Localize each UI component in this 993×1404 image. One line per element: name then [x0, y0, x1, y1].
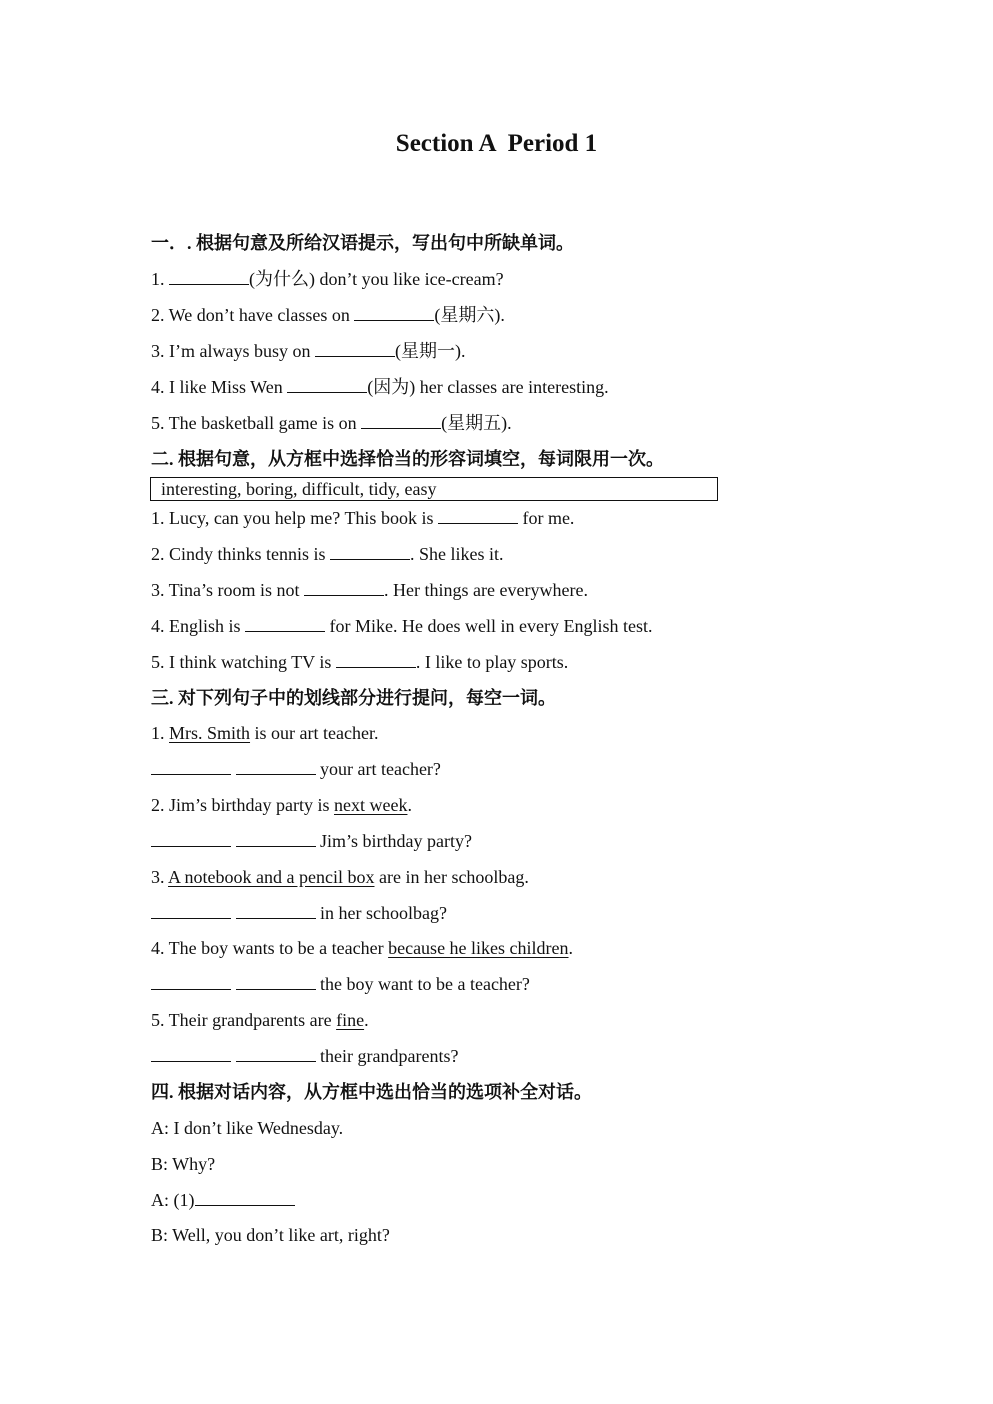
dialogue-line-1: A: I don’t like Wednesday. [151, 1118, 344, 1138]
part2-item-3: 3. Tina’s room is not . Her things are everywhere. [151, 580, 588, 600]
answer-blank[interactable] [236, 973, 316, 990]
page-title: Section A Period 1 [395, 130, 598, 157]
part1-item-4: 4. I like Miss Wen (因为) her classes are interesting. [151, 377, 609, 397]
answer-blank[interactable] [151, 973, 231, 990]
part3-answer-5: their grandparents? [151, 1045, 458, 1067]
answer-blank[interactable] [330, 543, 410, 560]
dialogue-line-2: B: Why? [151, 1154, 216, 1174]
answer-blank[interactable] [151, 758, 231, 775]
dialogue-line-4: B: Well, you don’t like art, right? [151, 1225, 390, 1245]
part2-item-4: 4. English is for Mike. He does well in every English test. [151, 616, 653, 636]
dialogue-line-3: A: (1) [151, 1189, 295, 1211]
answer-blank[interactable] [195, 1189, 295, 1206]
part3-heading: 三. 对下列句子中的划线部分进行提问，每空一词。 [151, 688, 556, 708]
underlined-part: Mrs. Smith [169, 723, 251, 743]
part3-question-5: 5. Their grandparents are fine. [151, 1010, 369, 1030]
underlined-part: next week [334, 795, 408, 815]
word-box: interesting, boring, difficult, tidy, easy [150, 477, 718, 501]
part1-heading: 一．. 根据句意及所给汉语提示，写出句中所缺单词。 [151, 233, 574, 253]
answer-blank[interactable] [315, 340, 395, 357]
underlined-part: A notebook and a pencil box [168, 867, 375, 887]
part1-item-5: 5. The basketball game is on (星期五). [151, 413, 512, 433]
underlined-part: because he likes children [388, 938, 569, 958]
part1-item-2: 2. We don’t have classes on (星期六). [151, 305, 505, 325]
part2-item-5: 5. I think watching TV is . I like to play sports. [151, 652, 569, 672]
answer-blank[interactable] [169, 268, 249, 285]
answer-blank[interactable] [236, 758, 316, 775]
part3-answer-2: Jim’s birthday party? [151, 830, 472, 852]
part4-heading: 四. 根据对话内容，从方框中选出恰当的选项补全对话。 [151, 1082, 592, 1102]
part3-question-2: 2. Jim’s birthday party is next week. [151, 795, 412, 815]
answer-blank[interactable] [287, 376, 367, 393]
answer-blank[interactable] [151, 1045, 231, 1062]
answer-blank[interactable] [245, 615, 325, 632]
part3-question-1: 1. Mrs. Smith is our art teacher. [151, 723, 379, 743]
answer-blank[interactable] [151, 830, 231, 847]
answer-blank[interactable] [336, 651, 416, 668]
part3-answer-1: your art teacher? [151, 758, 441, 780]
part1-item-3: 3. I’m always busy on (星期一). [151, 341, 466, 361]
part2-item-1: 1. Lucy, can you help me? This book is for me. [151, 508, 575, 528]
answer-blank[interactable] [236, 902, 316, 919]
part3-answer-4: the boy want to be a teacher? [151, 973, 530, 995]
underlined-part: fine [336, 1010, 365, 1030]
answer-blank[interactable] [361, 412, 441, 429]
part3-question-4: 4. The boy wants to be a teacher because he likes children. [151, 938, 574, 958]
answer-blank[interactable] [354, 304, 434, 321]
answer-blank[interactable] [236, 830, 316, 847]
part1-item-1: 1. (为什么) don’t you like ice-cream? [151, 269, 504, 289]
answer-blank[interactable] [236, 1045, 316, 1062]
answer-blank[interactable] [438, 507, 518, 524]
part3-question-3: 3. A notebook and a pencil box are in her schoolbag. [151, 867, 529, 887]
answer-blank[interactable] [151, 902, 231, 919]
part2-item-2: 2. Cindy thinks tennis is . She likes it. [151, 544, 504, 564]
answer-blank[interactable] [304, 579, 384, 596]
part2-heading: 二. 根据句意，从方框中选择恰当的形容词填空，每词限用一次。 [151, 449, 664, 469]
part3-answer-3: in her schoolbag? [151, 902, 447, 924]
